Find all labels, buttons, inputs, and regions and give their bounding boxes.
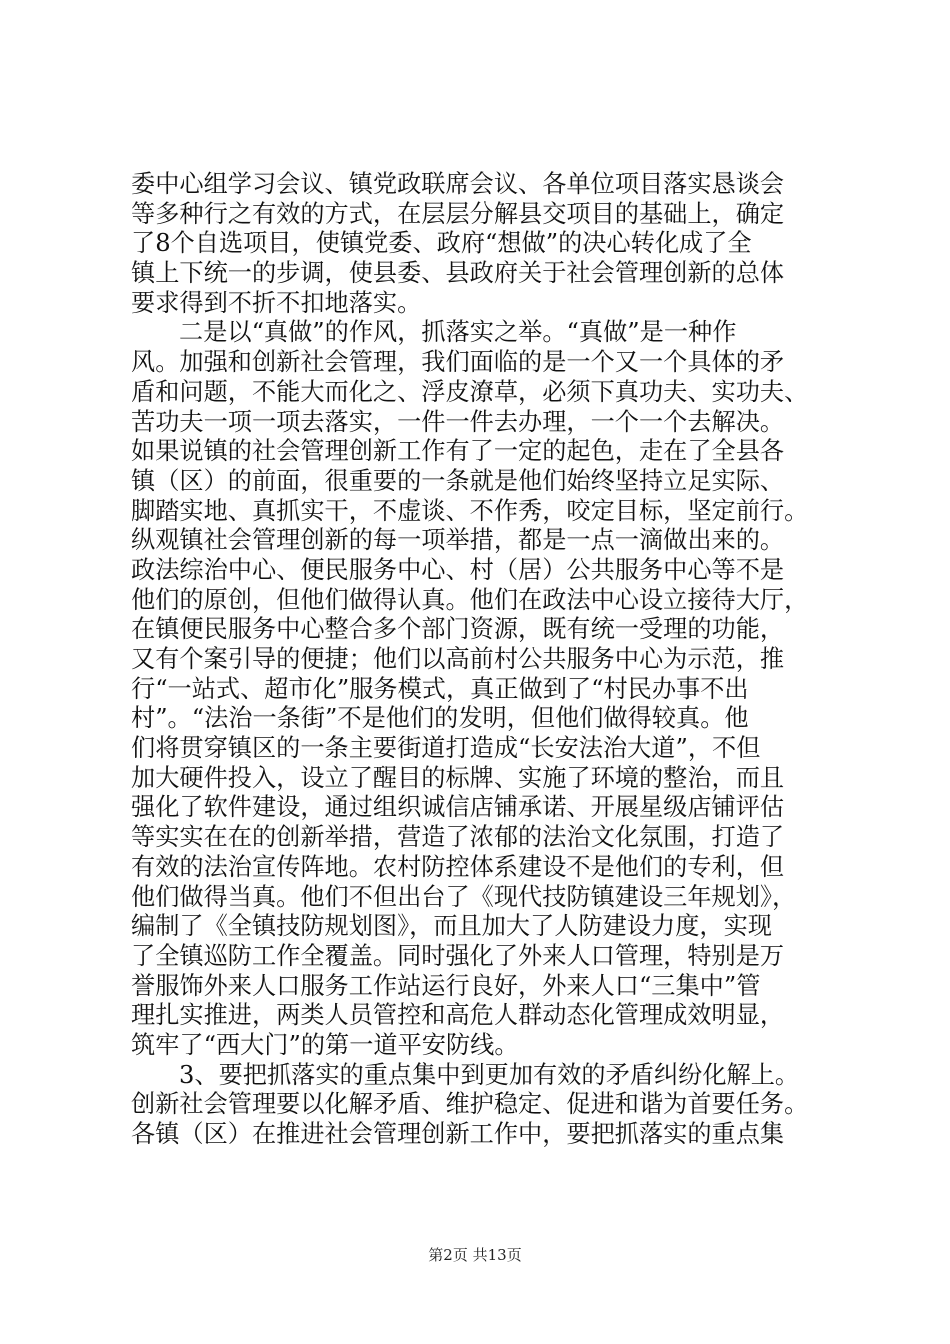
text-line: 强化了软件建设，通过组织诚信店铺承诺、开展星级店铺评估 — [131, 793, 785, 822]
text-line: 如果说镇的社会管理创新工作有了一定的起色，走在了全县各 — [131, 437, 785, 466]
text-line: 又有个案引导的便捷；他们以高前村公共服务中心为示范，推 — [131, 645, 785, 673]
text-line: 创新社会管理要以化解矛盾、维护稳定、促进和谐为首要任务。 — [131, 1090, 809, 1119]
paragraph — [131, 318, 831, 1060]
text-line: 盾和问题，不能大而化之、浮皮潦草，必须下真功夫、实功夫、 — [131, 377, 809, 406]
text-line: 他们的原创，但他们做得认真。他们在政法中心设立接待大厅， — [131, 585, 809, 614]
paragraph — [131, 170, 831, 318]
text-line: 他们做得当真。他们不但出台了《现代技防镇建设三年规划》， — [131, 882, 797, 911]
text-line: 镇（区）的前面，很重要的一条就是他们始终坚持立足实际、 — [131, 466, 785, 495]
text-line: 政法综治中心、便民服务中心、村（居）公共服务中心等不是 — [131, 555, 785, 584]
text-line: 苦功夫一项一项去落实，一件一件去办理，一个一个去解决。 — [131, 407, 785, 436]
text-line: 筑牢了“西大门”的第一道平安防线。 — [131, 1030, 519, 1059]
text-line: 编制了《全镇技防规划图》，而且加大了人防建设力度，实现 — [131, 912, 772, 941]
paragraph — [131, 1061, 831, 1150]
text-line: 纵观镇社会管理创新的每一项举措，都是一点一滴做出来的。 — [131, 526, 785, 555]
text-line: 加大硬件投入，设立了醒目的标牌、实施了环境的整治，而且 — [131, 763, 785, 792]
text-line: 脚踏实地、真抓实干，不虚谈、不作秀，咬定目标，坚定前行。 — [131, 496, 809, 525]
text-line: 委中心组学习会议、镇党政联席会议、各单位项目落实恳谈会 — [131, 170, 785, 198]
text-line: 等多种行之有效的方式，在层层分解县交项目的基础上，确定 — [131, 199, 785, 228]
text-line: 各镇（区）在推进社会管理创新工作中，要把抓落实的重点集 — [131, 1120, 785, 1148]
text-line: 在镇便民服务中心整合多个部门资源，既有统一受理的功能， — [131, 615, 785, 644]
text-line: 理扎实推进，两类人员管控和高危人群动态化管理成效明显， — [131, 1001, 785, 1030]
text-line: 等实实在在的创新举措，营造了浓郁的法治文化氛围，打造了 — [131, 823, 785, 852]
text-line: 们将贯穿镇区的一条主要街道打造成“长安法治大道”，不但 — [131, 734, 761, 763]
text-line: 有效的法治宣传阵地。农村防控体系建设不是他们的专利，但 — [131, 852, 785, 881]
text-line: 3、要把抓落实的重点集中到更加有效的矛盾纠纷化解上。 — [179, 1060, 800, 1089]
page-footer: 第2页 共13页 — [428, 1246, 522, 1264]
text-line: 镇上下统一的步调，使县委、县政府关于社会管理创新的总体 — [131, 259, 785, 288]
text-line: 要求得到不折不扣地落实。 — [131, 288, 422, 317]
text-line: 誉服饰外来人口服务工作站运行良好，外来人口“三集中”管 — [131, 971, 761, 1000]
text-line: 风。加强和创新社会管理，我们面临的是一个又一个具体的矛 — [131, 348, 785, 377]
text-line: 了8个自选项目，使镇党委、政府“想做”的决心转化成了全 — [131, 229, 752, 258]
text-line: 村”。“法治一条街”不是他们的发明，但他们做得较真。他 — [131, 704, 749, 733]
text-line: 二是以“真做”的作风，抓落实之举。“真做”是一种作 — [179, 318, 737, 347]
text-line: 了全镇巡防工作全覆盖。同时强化了外来人口管理，特别是万 — [131, 941, 785, 970]
text-line: 行“一站式、超市化”服务模式，真正做到了“村民办事不出 — [131, 674, 749, 703]
document-body — [131, 170, 831, 1150]
